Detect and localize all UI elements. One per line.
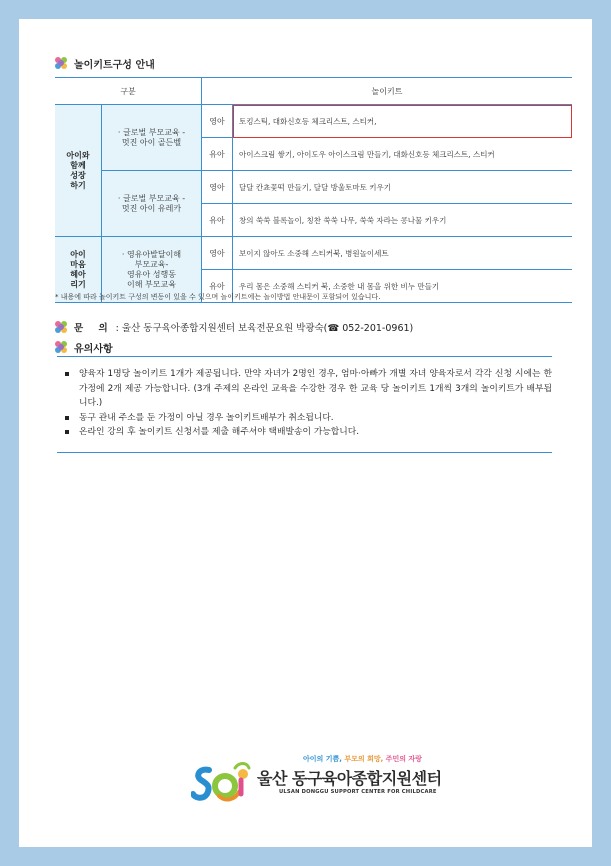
slogan-part: 부모의 희망, <box>341 755 384 763</box>
caution-list <box>57 367 552 440</box>
kit-header: 놀이키트 <box>202 78 573 105</box>
contact-text: : 울산 동구육아종합지원센터 보육전문요원 박광숙(☎ 052-201-0961) <box>115 323 414 334</box>
age-cell: 영아 <box>202 171 233 204</box>
center-slogan <box>303 754 422 764</box>
kit-content-cell: 토킹스틱, 대화신호등 체크리스트, 스티커, <box>233 105 573 138</box>
flower-bullet-icon <box>55 341 68 354</box>
table-row <box>55 237 572 270</box>
caution-heading <box>55 340 113 355</box>
course-name: · 영유아발달이해 부모교육- 영유아 성행동 이해 부모교육 <box>102 237 202 303</box>
caution-title: 유의사항 <box>74 344 113 355</box>
kit-section-title: 놀이키트구성 안내 <box>74 60 155 71</box>
kit-content-cell: 우리 몸은 소중해 스티커 북, 소중한 내 몸을 위한 비누 만들기 <box>233 270 573 303</box>
age-cell: 유아 <box>202 204 233 237</box>
age-cell: 유아 <box>202 138 233 171</box>
contact-line <box>55 320 413 334</box>
course-name: · 글로벌 부모교육 - 멋진 아이 골든벨 <box>102 105 202 171</box>
kit-content-cell: 달달 칸쵸꽃떡 만들기, 달달 방울토마토 키우기 <box>233 171 573 204</box>
flower-bullet-icon <box>55 57 68 70</box>
flower-bullet-icon <box>55 321 68 334</box>
course-name: · 글로벌 부모교육 - 멋진 아이 유레카 <box>102 171 202 237</box>
center-name: 울산 동구육아종합지원센터 <box>257 769 442 788</box>
kit-note: * 내용에 따라 놀이키트 구성의 변동이 있을 수 있으며 놀이키트에는 놀이방법 안내문이 포함되어 있습니다. <box>55 293 381 301</box>
category-header: 구분 <box>55 78 202 105</box>
kit-content-cell: 창의 쑥쑥 블록놀이, 칭찬 쑥쑥 나무, 쑥쑥 자라는 콩나물 키우기 <box>233 204 573 237</box>
table-row <box>55 171 572 204</box>
kit-section-heading <box>55 56 155 71</box>
age-cell: 영아 <box>202 237 233 270</box>
kit-table <box>55 77 572 303</box>
slogan-part: 주민의 자랑 <box>383 755 422 763</box>
age-cell: 영아 <box>202 105 233 138</box>
list-item: 동구 관내 주소를 둔 가정이 아닐 경우 놀이키트배부가 취소됩니다. <box>71 411 552 426</box>
age-cell: 유아 <box>202 270 233 303</box>
caution-box <box>57 356 552 453</box>
list-item: 온라인 강의 후 놀이키트 신청서를 제출 해주셔야 택배발송이 가능합니다. <box>71 425 552 440</box>
contact-label: 문 의 <box>74 323 114 334</box>
center-logo-mark-icon <box>191 760 251 804</box>
list-item: 양육자 1명당 놀이키트 1개가 제공됩니다. 만약 자녀가 2명인 경우, 엄마·아빠가 개별 자녀 양육자로서 각각 신청 시에는 한 가정에 2개 제공 가능합니다. (3개 주제의 온라인 교육을 수강한 경우 한 교육 당 놀이키트 1개씩 3개의 놀이키트가 배부됩니다.) <box>71 367 552 411</box>
kit-content-cell: 아이스크림 쌓기, 아이도우 아이스크림 만들기, 대화신호등 체크리스트, 스티커 <box>233 138 573 171</box>
table-row <box>55 105 572 138</box>
group-name: 아이 마음 헤아 리기 <box>55 237 102 303</box>
document-page <box>19 19 592 847</box>
center-logo <box>191 754 461 804</box>
kit-content-cell: 보이지 않아도 소중해 스티커북, 병원놀이세트 <box>233 237 573 270</box>
slogan-part: 아이의 기쁨, <box>303 755 342 763</box>
group-name: 아이와 함께 성장 하기 <box>55 105 102 237</box>
center-english-name: ULSAN DONGGU SUPPORT CENTER FOR CHILDCARE <box>279 789 437 795</box>
